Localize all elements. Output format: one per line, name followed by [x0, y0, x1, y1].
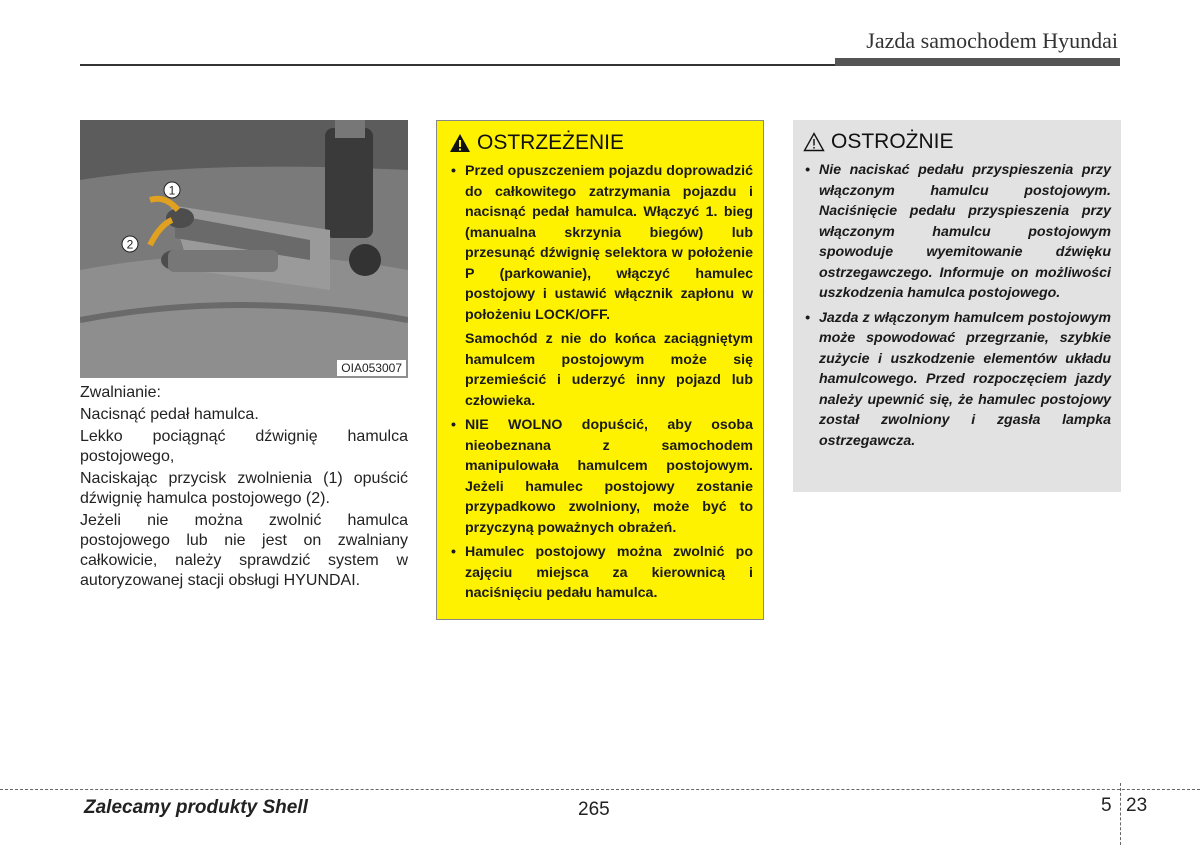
- warning-heading: [449, 131, 753, 155]
- caution-box: [793, 120, 1121, 492]
- release-instructions: [80, 383, 408, 593]
- footer-divider: [0, 789, 1200, 790]
- figure-code: OIA053007: [337, 360, 406, 376]
- warning-triangle-filled-icon: [449, 133, 471, 153]
- callout-1-marker: [164, 182, 180, 198]
- svg-text:1: 1: [168, 183, 176, 198]
- header-tab-bar: [835, 58, 1120, 66]
- warning-list: [449, 161, 753, 325]
- warning-box: [436, 120, 764, 620]
- parking-brake-illustration: [80, 120, 408, 378]
- paragraph: Nacisnąć pedał hamulca.: [80, 406, 259, 423]
- list-item: • NIE WOLNO dopuścić, aby osoba nieobeznana z samochodem manipulowała hamulcem postojowym. Jeżeli hamulec postojowy zostanie przypadkowo zwolniony, może być to przyczyną poważnych obrażeń.: [449, 415, 753, 538]
- caution-heading: [803, 130, 1111, 154]
- paragraph: Lekko pociągnąć dźwignię hamulca postojowego,: [80, 428, 408, 465]
- footer-section-number: 5: [1101, 795, 1112, 816]
- warning-title: OSTRZEŻENIE: [477, 131, 625, 154]
- list-item: • Przed opuszczeniem pojazdu doprowadzić do całkowitego zatrzymania pojazdu i nacisnąć pedał hamulca. Włączyć 1. bieg (manualna skrzynia biegów) lub przesunąć dźwignię selektora w położenie P (parkowanie), włączyć hamulec postojowy i ustawić włącznik zapłonu w położeniu LOCK/OFF.: [449, 161, 753, 325]
- footer-left-text: Zalecamy produkty Shell: [84, 797, 308, 818]
- list-item: • Nie naciskać pedału przyspieszenia przy włączonym hamulcu postojowym. Naciśnięcie pedału przyspieszenia przy włączonym hamulcu postojowym spowoduje wyemitowanie dźwięku ostrzegawczego. Informuje on możliwości uszkodzenia hamulca postojowego.: [803, 160, 1111, 304]
- warning-triangle-outline-icon: [803, 132, 825, 152]
- footer-vertical-divider: [1120, 783, 1121, 845]
- footer-page-number: 265: [578, 799, 610, 820]
- callout-2-marker: [122, 236, 138, 252]
- parking-brake-photo: [80, 120, 408, 378]
- warning-sub-paragraph: Samochód z nie do końca zaciągniętym hamulcem postojowym może się przemieścić i uderzyć inny pojazd lub człowieka.: [465, 331, 753, 409]
- paragraph: Zwalnianie:: [80, 384, 161, 401]
- svg-text:2: 2: [126, 237, 134, 252]
- list-item: • Hamulec postojowy można zwolnić po zajęciu miejsca za kierownicą i naciśnięciu pedału hamulca.: [449, 542, 753, 604]
- paragraph: Jeżeli nie można zwolnić hamulca postojowego lub nie jest on zwalniany całkowicie, należy sprawdzić system w autoryzowanej stacji obsługi HYUNDAI.: [80, 512, 408, 589]
- caution-title: OSTROŻNIE: [831, 130, 954, 153]
- caution-list: [803, 160, 1111, 451]
- footer-section-page: 23: [1126, 795, 1148, 816]
- warning-list-continued: [449, 415, 753, 604]
- list-item: • Jazda z włączonym hamulcem postojowym może spowodować przegrzanie, szybkie zużycie i uszkodzenie elementów układu hamulcowego. Przed rozpoczęciem jazdy należy upewnić się, że hamulec postojowy został zwolniony i zgasła lampka ostrzegawcza.: [803, 308, 1111, 452]
- paragraph: Naciskając przycisk zwolnienia (1) opuścić dźwignię hamulca postojowego (2).: [80, 470, 408, 507]
- page-header-title: Jazda samochodem Hyundai: [866, 28, 1118, 53]
